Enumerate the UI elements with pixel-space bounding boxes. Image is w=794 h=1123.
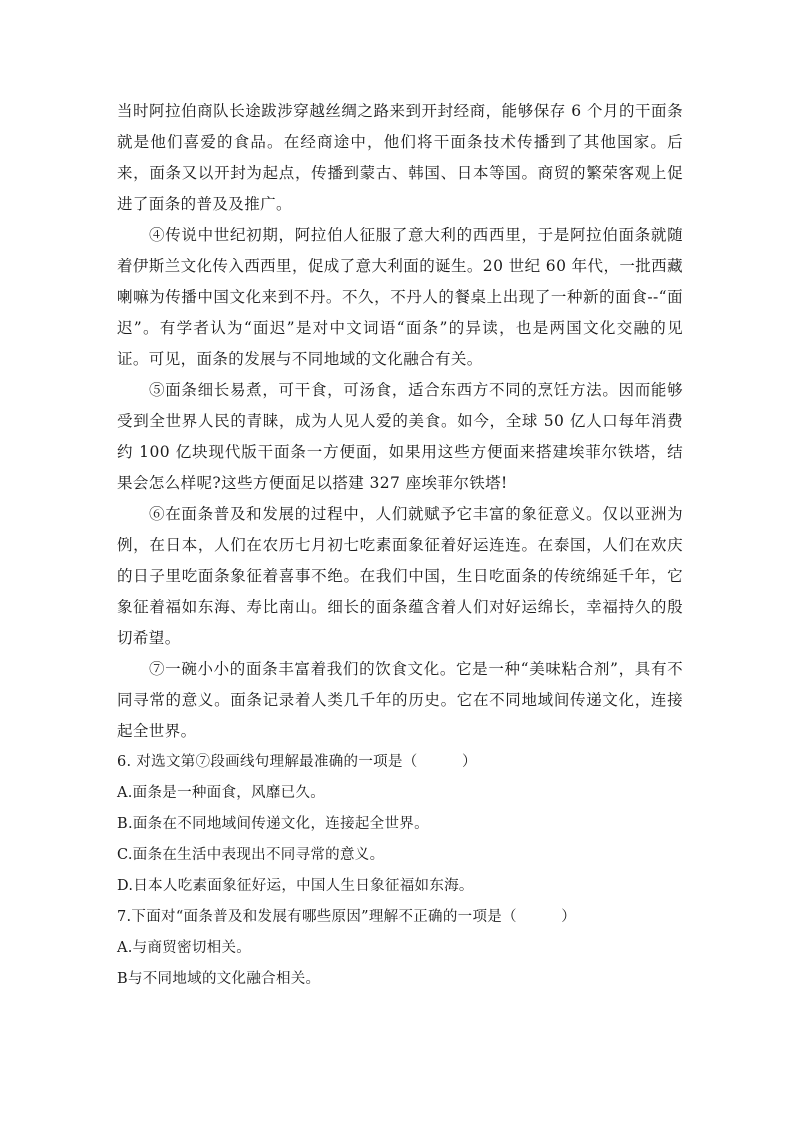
question-6-option-b: B.面条在不同地域间传递文化，连接起全世界。 (117, 816, 429, 832)
article-body (117, 96, 683, 995)
question-6-option-d: D.日本人吃素面象征好运，中国人生日象征福如东海。 (117, 878, 474, 894)
paragraph-7: ⑦一碗小小的面条丰富着我们的饮食文化。它是一种“美味粘合剂”，具有不同寻常的意义。面条记录着人类几千年的历史。它在不同地域间传递文化，连接起全世界。 (117, 660, 683, 740)
paragraph-4: ④传说中世纪初期，阿拉伯人征服了意大利的西西里，于是阿拉伯面条就随着伊斯兰文化传入西西里，促成了意大利面的诞生。20 世纪 60 年代，一批西藏喇嘛为传播中国文化来到不丹。不久，不丹人的餐桌上出现了一种新的面食--“面迟”。有学者认为“面迟”是对中文词语“面条”的异读，也是两国文化交融的见证。可见，面条的发展与不同地域的文化融合有关。 (117, 226, 683, 368)
paragraph-5: ⑤面条细长易煮，可干食，可汤食，适合东西方不同的烹饪方法。因而能够受到全世界人民的青睐，成为人见人爱的美食。如今，全球 50 亿人口每年消费约 100 亿块现代版干面条一方便面，如果用这些方便面来搭建埃菲尔铁塔，结果会怎么样呢?这些方便面足以搭建 327 座埃菲尔铁塔! (117, 381, 683, 492)
question-6 (117, 747, 683, 902)
question-6-stem: 6. 对选文第⑦段画线句理解最准确的一项是（ ） (117, 754, 477, 770)
question-7 (117, 902, 683, 995)
paragraph-6: ⑥在面条普及和发展的过程中，人们就赋予它丰富的象征意义。仅以亚洲为例，在日本，人们在农历七月初七吃素面象征着好运连连。在泰国，人们在欢庆的日子里吃面条象征着喜事不绝。在我们中国，生日吃面条的传统绵延千年，它象征着福如东海、寿比南山。细长的面条蕴含着人们对好运绵长，幸福持久的殷切希望。 (117, 505, 683, 647)
paragraph-continued: 当时阿拉伯商队长途跋涉穿越丝绸之路来到开封经商，能够保存 6 个月的干面条就是他们喜爱的食品。在经商途中，他们将干面条技术传播到了其他国家。后来，面条又以开封为起点，传播到蒙古、韩国、日本等国。商贸的繁荣客观上促进了面条的普及及推广。 (117, 102, 683, 213)
question-7-stem: 7.下面对“面条普及和发展有哪些原因”理解不正确的一项是（ ） (117, 909, 577, 925)
question-6-option-a: A.面条是一种面食，风靡已久。 (117, 785, 326, 801)
question-6-option-c: C.面条在生活中表现出不同寻常的意义。 (117, 847, 385, 863)
question-7-option-a: A.与商贸密切相关。 (117, 940, 252, 956)
question-7-option-b: B与不同地域的文化融合相关。 (117, 971, 321, 987)
